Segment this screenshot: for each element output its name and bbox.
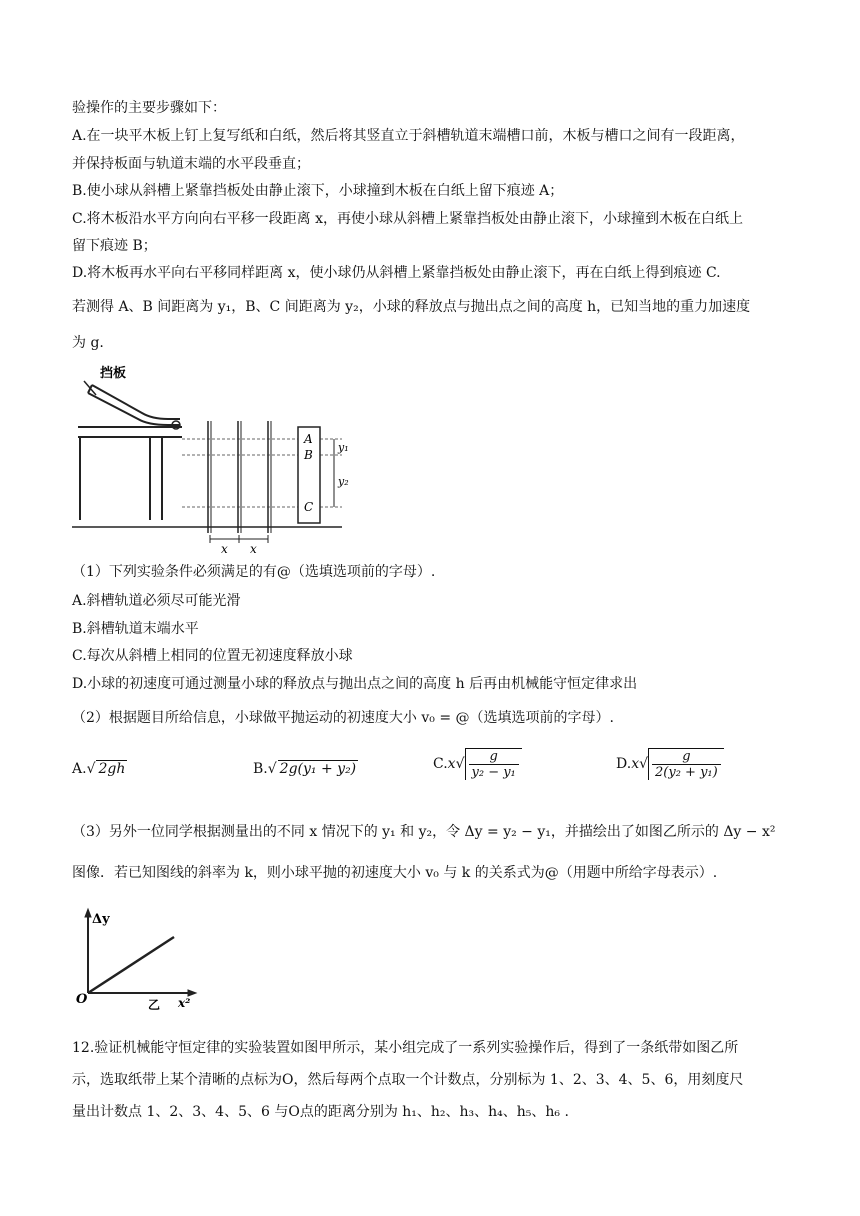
apparatus-figure: [72, 355, 362, 555]
x-label-2: x: [250, 542, 257, 555]
q3-line1: （3）另外一位同学根据测量出的不同 x 情况下的 y₁ 和 y₂，令 Δy = y₂ − y₁，并描绘出了如图乙所示的 Δy − x²: [72, 824, 776, 840]
step-b: B.使小球从斜槽上紧靠挡板处由静止滚下，小球撞到木板在白纸上留下痕迹 A；: [72, 183, 564, 199]
x-label-1: x: [221, 542, 228, 555]
q1-option-d: D.小球的初速度可通过测量小球的释放点与抛出点之间的高度 h 后再由机械能守恒定律求出: [72, 676, 638, 692]
q2-option-c: C.x√ $\frac{g}{\text{y₂ − y₁}}$: [433, 748, 522, 780]
q2-option-d: D.x√ $\frac{g}{\text{2(y₂ + y₁)}}$: [616, 748, 724, 780]
delta-y-graph: [70, 905, 200, 1015]
y1-label: y₁: [338, 441, 349, 454]
point-a-label: A: [304, 432, 313, 446]
measure-line2: 为 g.: [72, 335, 104, 351]
baffle-label: 挡板: [100, 366, 127, 381]
point-c-label: C: [304, 500, 314, 514]
step-c-line1: C.将木板沿水平方向向右平移一段距离 x，再使小球从斜槽上紧靠挡板处由静止滚下，小球撞到木板在白纸上: [72, 211, 744, 227]
step-a-line2: 并保持板面与轨道末端的水平段垂直；: [72, 156, 310, 172]
graph-y-label: Δy: [92, 912, 110, 927]
q1-option-c: C.每次从斜槽上相同的位置无初速度释放小球: [72, 648, 353, 664]
y2-label: y₂: [338, 475, 349, 488]
step-d: D.将木板再水平向右平移同样距离 x，使小球仍从斜槽上紧靠挡板处由静止滚下，再在白纸上得到痕迹 C.: [72, 265, 721, 281]
q1-option-b: B.斜槽轨道末端水平: [72, 621, 199, 637]
q2-option-a: A.√ 2gh: [72, 761, 126, 777]
point-b-label: B: [304, 448, 313, 462]
intro-line: 验操作的主要步骤如下：: [72, 100, 226, 116]
q12-line3: 量出计数点 1、2、3、4、5、6 与O点的距离分别为 h₁、h₂、h₃、h₄、h₅、h₆ .: [72, 1104, 569, 1120]
q12-line1: 12.验证机械能守恒定律的实验装置如图甲所示，某小组完成了一系列实验操作后，得到了一条纸带如图乙所: [72, 1040, 739, 1056]
q1-stem: （1）下列实验条件必须满足的有@（选填选项前的字母）.: [72, 564, 436, 580]
graph-x-label: x²: [178, 996, 191, 1010]
graph-origin-label: O: [76, 992, 88, 1007]
q2-stem: （2）根据题目所给信息，小球做平抛运动的初速度大小 v₀ = @（选填选项前的字母）.: [72, 710, 614, 726]
q12-line2: 示，选取纸带上某个清晰的点标为O，然后每两个点取一个计数点，分别标为 1、2、3、4、5、6，用刻度尺: [72, 1072, 744, 1088]
step-c-line2: 留下痕迹 B；: [72, 238, 157, 254]
graph-caption: 乙: [148, 998, 161, 1012]
step-a-line1: A.在一块平木板上钉上复写纸和白纸，然后将其竖直立于斜槽轨道末端槽口前，木板与槽口之间有一段距离，: [72, 128, 745, 144]
q1-option-a: A.斜槽轨道必须尽可能光滑: [72, 593, 241, 609]
q2-option-b: B.√ 2g(y₁ + y₂): [253, 761, 357, 777]
measure-line1: 若测得 A、B 间距离为 y₁，B、C 间距离为 y₂，小球的释放点与抛出点之间的高度 h，已知当地的重力加速度: [72, 299, 751, 315]
q3-line2: 图像．若已知图线的斜率为 k，则小球平抛的初速度大小 v₀ 与 k 的关系式为@（用题中所给字母表示）.: [72, 865, 718, 881]
